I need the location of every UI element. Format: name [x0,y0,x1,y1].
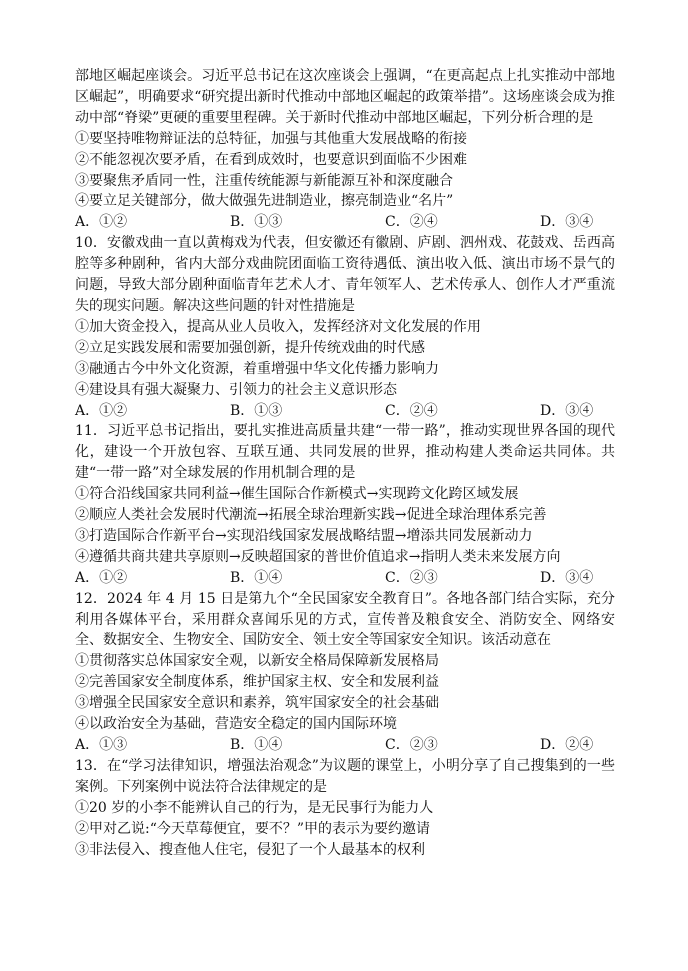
answer-choice: C．②④ [385,402,438,419]
question-stem: 13．在“学习法律知识，增强法治观念”为议题的课堂上，小明分享了自己搜集到的一些案例。下列案例中说法符合法律规定的是 [75,757,615,795]
question-q12 [75,589,615,756]
option-item: ①20 岁的小李不能辨认自己的行为，是无民事行为能力人 [75,799,434,816]
question-stem: 部地区崛起座谈会。习近平总书记在这次座谈会上强调，“在更高起点上扎实推动中部地区崛起”，明确要求“研究提出新时代推动中部地区崛起的政策举措”。这场座谈会成为推动中部“脊梁”更硬的重要里程碑。关于新时代推动中部地区崛起，下列分析合理的是 [75,68,615,126]
option-item: ②甲对乙说:“今天草莓便宜，要不？”甲的表示为要约邀请 [75,820,431,837]
option-item: ②立足实践发展和需要加强创新，提升传统戏曲的时代感 [75,339,425,356]
option-item: ③增强全民国家安全意识和素养，筑牢国家安全的社会基础 [75,695,439,712]
answer-choices [75,401,615,422]
answer-choice: D．③④ [540,402,594,419]
question-stem: 10．安徽戏曲一直以黄梅戏为代表，但安徽还有徽剧、庐剧、泗州戏、花鼓戏、岳西高腔等多种剧种，省内大部分戏曲院团面临工资待遇低、演出收入低、演出市场不景气的问题，导致大部分剧种面临青年艺术人才、青年领军人、艺术传承人、创作人才严重流失的现实问题。解决这些问题的针对性措施是 [75,235,615,314]
question-q11 [75,421,615,588]
answer-choice: D．②④ [540,737,594,753]
answer-choice: B．①④ [230,737,283,753]
answer-choice: C．②③ [385,569,438,586]
answer-choice: B．①③ [230,402,283,419]
option-item: ④遵循共商共建共享原则→反映超国家的普世价值追求→指明人类未来发展方向 [75,548,561,565]
answer-choices [75,735,615,756]
option-item: ①要坚持唯物辩证法的总特征，加强与其他重大发展战略的衔接 [75,130,467,147]
answer-choice: C．②③ [385,737,438,753]
option-item: ④以政治安全为基础，营造安全稳定的国内国际环境 [75,716,397,733]
answer-choice: B．①③ [230,214,283,231]
answer-choice: A．①② [75,402,128,419]
option-item: ④要立足关键部分，做大做强先进制造业，擦亮制造业“名片” [75,193,454,210]
option-item: ③打造国际合作新平台→实现沿线国家发展战略结盟→增添共同发展新动力 [75,527,533,544]
option-item: ③非法侵入、搜查他人住宅，侵犯了一个人最基本的权利 [75,841,425,858]
answer-choices [75,568,615,589]
option-item: ③要聚焦矛盾同一性，注重传统能源与新能源互补和深度融合 [75,172,453,189]
question-stem: 11．习近平总书记指出，要扎实推进高质量共建“一带一路”，推动实现世界各国的现代化，建设一个开放包容、互联互通、共同发展的世界，推动构建人类命运共同体。共建“一带一路”对全球发展的作用机制合理的是 [75,423,615,482]
answer-choice: B．①④ [230,569,283,586]
question-stem: 12．2024 年 4 月 15 日是第九个“全民国家安全教育日”。各地各部门结合实际，充分利用各媒体平台，采用群众喜闻乐见的方式，宣传普及粮食安全、消防安全、网络安全、数据安全、生物安全、国防安全、领土安全等国家安全知识。该活动意在 [75,590,615,649]
option-item: ④建设具有强大凝聚力、引领力的社会主义意识形态 [75,381,397,398]
question-q9 [75,66,615,233]
option-item: ①符合沿线国家共同利益→催生国际合作新模式→实现跨文化跨区域发展 [75,486,519,503]
answer-choices [75,212,615,233]
answer-choice: A．①② [75,569,128,586]
question-q10 [75,233,615,421]
question-q13 [75,756,615,861]
answer-choice: C．②④ [385,214,438,231]
question-list [75,66,615,860]
answer-choice: D．③④ [540,214,594,231]
answer-choice: D．③④ [540,569,594,586]
answer-choice: A．①② [75,214,128,231]
option-item: ①加大资金投入，提高从业人员收入，发挥经济对文化发展的作用 [75,318,481,335]
option-item: ②完善国家安全制度体系，维护国家主权、安全和发展利益 [75,674,439,691]
option-item: ②不能忽视次要矛盾，在看到成效时，也要意识到面临不少困难 [75,151,467,168]
option-item: ②顺应人类社会发展时代潮流→拓展全球治理新实践→促进全球治理体系完善 [75,507,547,524]
option-item: ③融通古今中外文化资源，着重增强中华文化传播力影响力 [75,360,439,377]
answer-choice: A．①③ [75,737,128,753]
option-item: ①贯彻落实总体国家安全观，以新安全格局保障新发展格局 [75,653,439,670]
